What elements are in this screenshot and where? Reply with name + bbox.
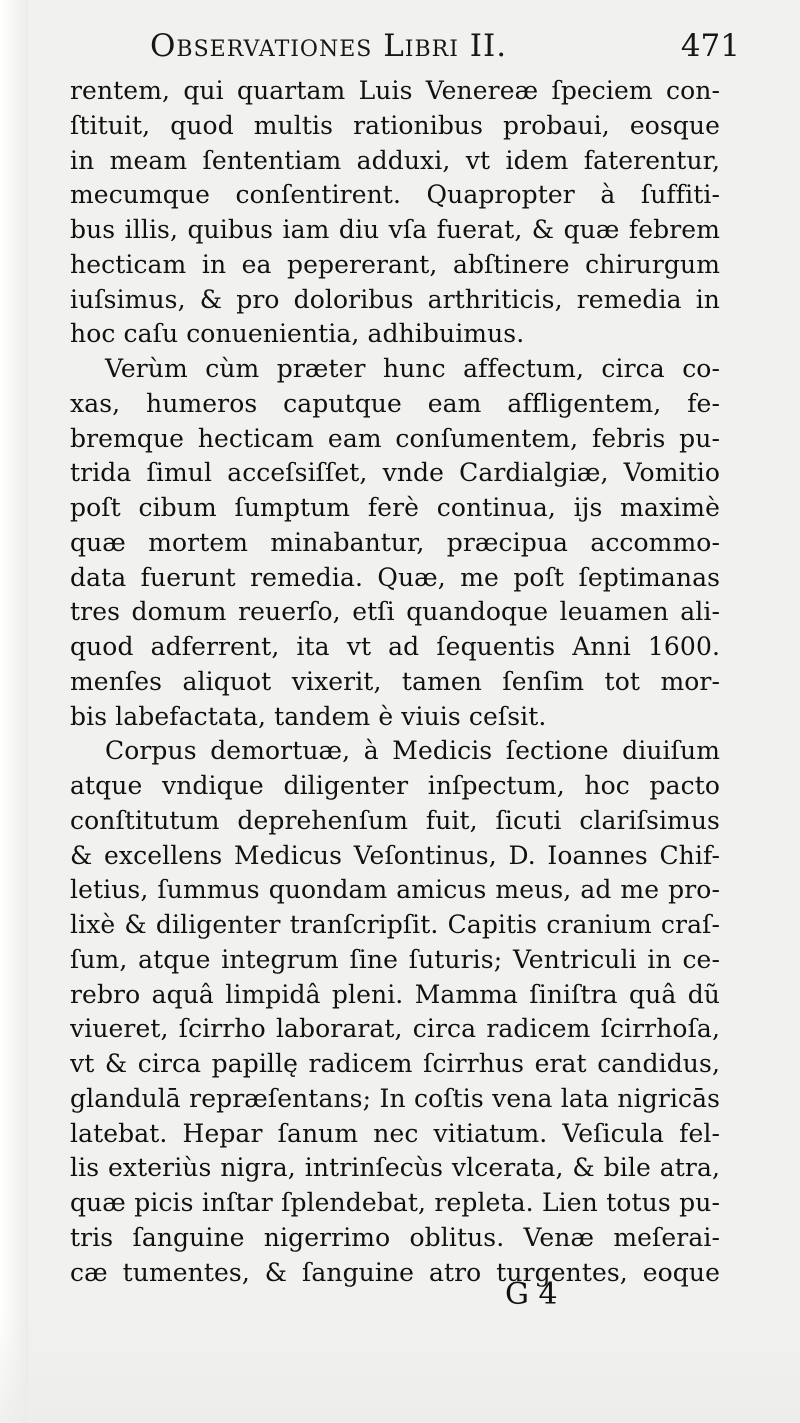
- paragraph-start-line: Verùm cùm præter hunc affectum, circa co-: [105, 354, 720, 383]
- text-line: quæ mortem minabantur, præcipua accommo-: [70, 527, 720, 557]
- text-line: bremque hecticam eam conſumentem, febris pu-: [70, 423, 720, 453]
- text-line: xas, humeros caputque eam affligentem, fe-: [70, 388, 720, 418]
- page-left-edge: [0, 0, 28, 1423]
- page-number: 471: [680, 28, 740, 64]
- main-text-block: [70, 74, 720, 1290]
- text-line: vt & circa papillę radicem ſcirrhus erat candidus,: [70, 1049, 720, 1078]
- running-title: Observationes Libri II.: [150, 28, 508, 64]
- text-line: quæ picis inſtar ſplendebat, repleta. Lien totus pu-: [70, 1188, 720, 1217]
- text-line: viueret, ſcirrho laborarat, circa radicem ſcirrhoſa,: [70, 1014, 720, 1044]
- text-line: rentem, qui quartam Luis Venereæ ſpeciem con-: [70, 76, 720, 105]
- text-line: hoc caſu conuenientia, adhibuimus.: [70, 319, 525, 349]
- text-line: trida ſimul acceſsiſſet, vnde Cardialgiæ, Vomitio: [70, 458, 720, 488]
- text-line: iuſsimus, & pro doloribus arthriticis, remedia in: [70, 284, 720, 314]
- text-line: rebro aquâ limpidâ pleni. Mamma ſiniſtra quâ dũ: [70, 979, 720, 1009]
- text-line: quod adferrent, ita vt ad ſequentis Anni 1600.: [70, 632, 720, 661]
- text-line: poſt cibum ſumptum ferè continua, ijs maximè: [70, 493, 720, 522]
- text-line: & excellens Medicus Veſontinus, D. Ioannes Chif-: [70, 840, 720, 870]
- paragraph-start-line: Corpus demortuæ, à Medicis ſectione diuiſum: [105, 736, 720, 766]
- text-line: mecumque conſentirent. Quapropter à ſuffiti-: [70, 180, 720, 210]
- text-line: cæ tumentes, & ſanguine atro turgentes, eoque: [70, 1257, 720, 1287]
- text-line: lis exteriùs nigra, intrinſecùs vlcerata, & bile atra,: [70, 1153, 720, 1183]
- signature-mark: G 4: [505, 1277, 558, 1312]
- page-header: [150, 28, 740, 72]
- text-line: menſes aliquot vixerit, tamen ſenſim tot mor-: [70, 666, 720, 696]
- text-line: hecticam in ea pepererant, abſtinere chirurgum: [70, 249, 720, 279]
- text-line: letius, ſummus quondam amicus meus, ad me pro-: [70, 875, 720, 905]
- text-line: tris ſanguine nigerrimo oblitus. Venæ meſerai-: [70, 1222, 720, 1252]
- text-line: lixè & diligenter tranſcripſit. Capitis cranium craſ-: [70, 910, 720, 939]
- text-line: atque vndique diligenter inſpectum, hoc pacto: [70, 771, 720, 800]
- text-line: bis labefactata, tandem è viuis ceſsit.: [70, 701, 547, 731]
- text-line: ſtituit, quod multis rationibus probaui, eosque: [70, 110, 720, 140]
- text-line: latebat. Hepar ſanum nec vitiatum. Veſicula fel-: [70, 1118, 720, 1148]
- text-line: ſum, atque integrum ſine ſuturis; Ventriculi in ce-: [70, 944, 720, 974]
- text-line: in meam ſententiam adduxi, vt idem faterentur,: [70, 145, 720, 175]
- text-line: conſtitutum deprehenſum fuit, ſicuti clariſsimus: [70, 805, 720, 835]
- text-line: bus illis, quibus iam diu vſa fuerat, & quæ febrem: [70, 215, 720, 244]
- page-bottom-shadow: [0, 1313, 800, 1423]
- text-line: glandulā repræſentans; In coſtis vena lata nigricās: [70, 1083, 720, 1113]
- text-line: tres domum reuerſo, etſi quandoque leuamen ali-: [70, 597, 720, 627]
- text-line: data fuerunt remedia. Quæ, me poſt ſeptimanas: [70, 562, 720, 592]
